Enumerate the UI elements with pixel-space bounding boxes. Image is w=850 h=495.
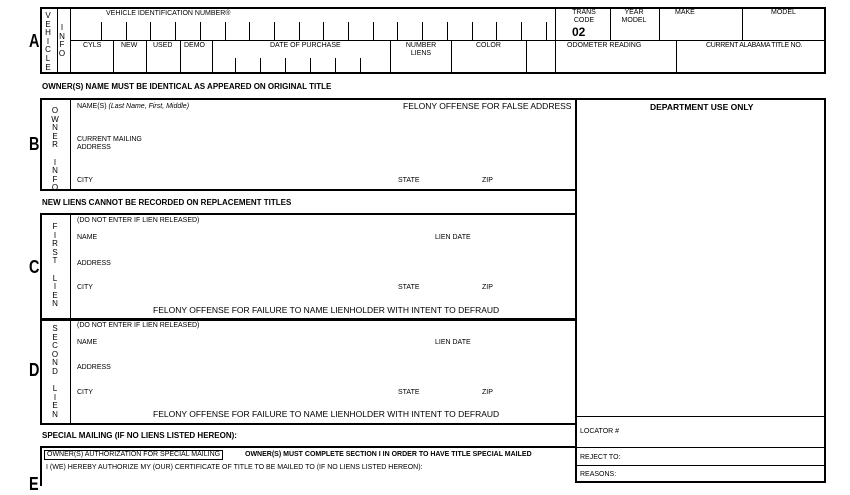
trans-code-label: TRANS CODE xyxy=(572,9,596,24)
department-use-title: DEPARTMENT USE ONLY xyxy=(650,102,754,112)
second-lien-city-label: CITY xyxy=(77,389,93,396)
first-side-letter: E xyxy=(52,290,58,300)
section-e-label: E xyxy=(29,474,39,494)
veh-left-letter: H xyxy=(45,28,51,38)
first-side-letter: T xyxy=(52,256,58,266)
second-side-letter: S xyxy=(52,324,58,333)
first-side-letter: I xyxy=(53,230,57,240)
owner-side-letter: N xyxy=(52,123,58,133)
second-lien-address-label: ADDRESS xyxy=(77,364,111,371)
color-divider xyxy=(526,40,527,73)
second-side-letter: E xyxy=(52,332,58,342)
odometer-label: ODOMETER READING xyxy=(567,42,642,49)
second-side-letter: N xyxy=(52,358,58,368)
locator-label: LOCATOR # xyxy=(580,428,620,435)
first-lien-zip-label: ZIP xyxy=(482,284,493,291)
box-divider-tick xyxy=(422,22,423,40)
reasons-divider xyxy=(576,465,825,466)
first-lien-address-label: ADDRESS xyxy=(77,260,111,267)
current-title-label: CURRENT ALABAMA TITLE NO. xyxy=(706,42,803,49)
second-lien-do-not-enter: (DO NOT ENTER IF LIEN RELEASED) xyxy=(77,322,200,329)
model-label: MODEL xyxy=(771,9,796,16)
second-side-letter: C xyxy=(52,341,58,351)
second-lien-zip-label: ZIP xyxy=(482,389,493,396)
box-divider-tick xyxy=(335,58,336,73)
vehicle-side-label xyxy=(43,12,53,72)
owner-side-letter: N xyxy=(52,166,58,176)
special-mailing-left-border xyxy=(40,446,42,486)
reject-to-label: REJECT TO: xyxy=(580,454,621,461)
make-label: MAKE xyxy=(675,9,695,16)
box-divider-tick xyxy=(348,22,349,40)
section-b-label: B xyxy=(29,134,40,154)
first-side-letter: N xyxy=(52,299,58,309)
owner-state-label: STATE xyxy=(398,177,420,184)
first-lien-side-label xyxy=(50,223,60,309)
date-of-purchase-label: DATE OF PURCHASE xyxy=(270,42,341,49)
second-side-letter: E xyxy=(52,401,58,411)
box-divider-tick xyxy=(126,22,127,40)
box-divider-tick xyxy=(397,22,398,40)
first-side-letter: S xyxy=(52,247,58,257)
trans-divider xyxy=(555,8,556,73)
owner-side-letter: W xyxy=(51,114,59,124)
vin-label: VEHICLE IDENTIFICATION NUMBER® xyxy=(106,10,231,17)
box-divider-tick xyxy=(521,22,522,40)
box-divider-tick xyxy=(496,22,497,40)
veh-left-letter: C xyxy=(45,45,51,55)
first-lien-name-label: NAME xyxy=(77,234,98,241)
owner-side-letter: O xyxy=(51,106,59,115)
veh-right-letter: F xyxy=(59,40,65,50)
number-liens-label: NUMBER LIENS xyxy=(405,42,437,57)
veh-left-letter: L xyxy=(45,53,51,63)
second-lien-side-label xyxy=(50,325,60,420)
first-lien-city-label: CITY xyxy=(77,284,93,291)
locator-divider xyxy=(576,416,825,417)
cyls-divider xyxy=(113,40,114,73)
box-divider-tick xyxy=(310,58,311,73)
special-mailing-must-complete: OWNER(S) MUST COMPLETE SECTION I IN ORDER TO HAVE TITLE SPECIAL MAILED xyxy=(245,451,532,458)
used-divider xyxy=(180,40,181,73)
veh-right-letter: I xyxy=(60,23,64,32)
reasons-label: REASONS: xyxy=(580,471,617,478)
vehicle-row-divider xyxy=(70,40,825,41)
second-side-letter: D xyxy=(52,366,58,376)
second-lien-state-label: STATE xyxy=(398,389,420,396)
second-side-letter: O xyxy=(51,349,59,359)
year-model-label: YEAR MODEL xyxy=(621,9,647,24)
veh-right-letter: N xyxy=(59,31,65,41)
info-side-label xyxy=(57,24,67,58)
section-a-label: A xyxy=(29,31,40,51)
demo-label: DEMO xyxy=(184,42,205,49)
liens-divider xyxy=(451,40,452,73)
veh-left-letter: E xyxy=(45,62,51,72)
special-mailing-line xyxy=(40,446,576,448)
owner-side-letter: R xyxy=(52,140,58,150)
box-divider-tick xyxy=(373,22,374,40)
first-lien-date-label: LIEN DATE xyxy=(435,234,471,241)
box-divider-tick xyxy=(323,22,324,40)
first-side-letter: L xyxy=(52,273,58,283)
owner-side-letter: I xyxy=(53,157,57,167)
special-mailing-authorize-text: I (WE) HEREBY AUTHORIZE MY (OUR) CERTIFICATE OF TITLE TO BE MAILED TO (IF NO LIENS LISTED HEREON): xyxy=(46,464,423,471)
owner-side-letter: F xyxy=(52,174,58,184)
owner-side-label xyxy=(50,107,60,193)
date-divider xyxy=(390,40,391,73)
box-divider-tick xyxy=(299,22,300,40)
box-divider-tick xyxy=(447,22,448,40)
second-lien-name-label: NAME xyxy=(77,339,98,346)
owner-side-divider xyxy=(70,99,71,190)
second-lien-felony: FELONY OFFENSE FOR FAILURE TO NAME LIENHOLDER WITH INTENT TO DEFRAUD xyxy=(153,409,500,419)
owner-city-label: CITY xyxy=(77,177,93,184)
model-divider xyxy=(742,8,743,40)
liens-notice: NEW LIENS CANNOT BE RECORDED ON REPLACEMENT TITLES xyxy=(42,198,292,207)
owner-name-notice: OWNER(S) NAME MUST BE IDENTICAL AS APPEARED ON ORIGINAL TITLE xyxy=(42,82,332,91)
new-label: NEW xyxy=(121,42,138,49)
first-lien-felony: FELONY OFFENSE FOR FAILURE TO NAME LIENHOLDER WITH INTENT TO DEFRAUD xyxy=(153,305,500,315)
owner-mailing-label: CURRENT MAILING ADDRESS xyxy=(77,136,142,151)
color-label: COLOR xyxy=(476,42,501,49)
box-divider-tick xyxy=(235,58,236,73)
box-divider-tick xyxy=(150,22,151,40)
first-lien-state-label: STATE xyxy=(398,284,420,291)
second-side-letter: N xyxy=(52,409,58,419)
demo-divider xyxy=(212,40,213,73)
box-divider-tick xyxy=(175,22,176,40)
box-divider-tick xyxy=(360,58,361,73)
owner-names-label: NAME(S) (Last Name, First, Middle) xyxy=(77,103,190,110)
year-divider xyxy=(610,8,611,40)
box-divider-tick xyxy=(546,22,547,40)
box-divider-tick xyxy=(200,22,201,40)
veh-left-letter: I xyxy=(46,36,50,46)
odometer-divider xyxy=(676,40,677,73)
new-divider xyxy=(146,40,147,73)
owner-side-letter: E xyxy=(52,131,58,141)
first-lien-side-divider xyxy=(70,214,71,320)
box-divider-tick xyxy=(260,58,261,73)
veh-left-letter: E xyxy=(45,19,51,29)
second-side-letter: L xyxy=(52,384,58,394)
special-mailing-title: SPECIAL MAILING (IF NO LIENS LISTED HEREON): xyxy=(42,431,237,440)
section-c-label: C xyxy=(29,257,40,277)
second-lien-side-divider xyxy=(70,320,71,424)
second-side-letter: I xyxy=(53,392,57,402)
box-divider-tick xyxy=(101,22,102,40)
first-side-letter: I xyxy=(53,282,57,292)
reject-divider xyxy=(576,447,825,448)
felony-false-address: FELONY OFFENSE FOR FALSE ADDRESS xyxy=(403,101,572,111)
department-use-box xyxy=(575,98,826,483)
first-lien-do-not-enter: (DO NOT ENTER IF LIEN RELEASED) xyxy=(77,217,200,224)
box-divider-tick xyxy=(472,22,473,40)
special-mailing-auth-label: OWNER(S) AUTHORIZATION FOR SPECIAL MAILING xyxy=(44,450,223,460)
make-divider xyxy=(659,8,660,40)
box-divider-tick xyxy=(249,22,250,40)
box-divider-tick xyxy=(285,58,286,73)
owner-zip-label: ZIP xyxy=(482,177,493,184)
section-d-label: D xyxy=(29,360,40,380)
first-side-letter: F xyxy=(52,222,58,231)
second-lien-date-label: LIEN DATE xyxy=(435,339,471,346)
box-divider-tick xyxy=(225,22,226,40)
box-divider-tick xyxy=(274,22,275,40)
used-label: USED xyxy=(153,42,173,49)
cyls-label: CYLS xyxy=(83,42,102,49)
owner-side-letter: O xyxy=(51,183,59,193)
veh-left-letter: V xyxy=(45,11,51,20)
veh-right-letter: O xyxy=(58,48,66,58)
trans-code-value: 02 xyxy=(572,25,586,39)
first-side-letter: R xyxy=(52,239,58,249)
